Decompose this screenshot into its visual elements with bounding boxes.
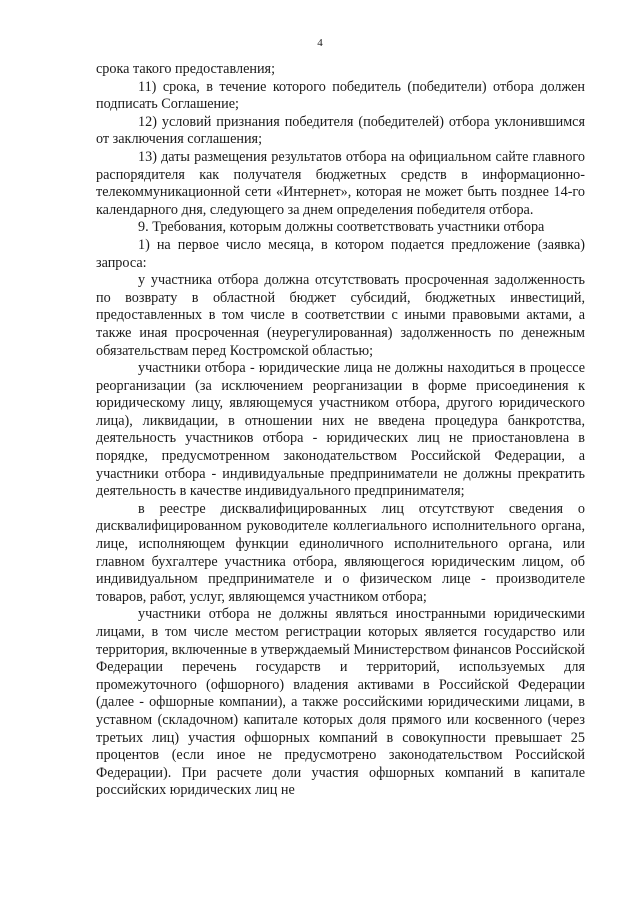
paragraph-offshore: участники отбора не должны являться иностранными юридическими лицами, в том числе местом регистрации которых является государство или территория, включенные в утверждаемый Министерством финансов Российской Федерации перечень государств и территорий, используемых для промежуточного (офшорного) владения активами в Российской Федерации (далее - офшорные компании), а также российскими юридическими лицами, в уставном (складочном) капитале которых доля прямого или косвенного (через третьих лиц) участия офшорных компаний в совокупности превышает 25 процентов (если иное не предусмотрено законодательством Российской Федерации). При расчете доли участия офшорных компаний в капитале российских юридических лиц не [96, 606, 585, 799]
section-heading-9: 9. Требования, которым должны соответствовать участники отбора [138, 219, 545, 236]
paragraph-no-reorganization: участники отбора - юридические лица не должны находиться в процессе реорганизации (за исключением реорганизации в форме присоединения к юридическому лицу, являющемуся участником отбора, другого юридического лица), ликвидации, в отношении них не введена процедура банкротства, деятельность участников отбора - юридических лиц не приостановлена в порядке, предусмотренном законодательством Российской Федерации, а участники отбора - индивидуальные предприниматели не должны прекратить деятельность в качестве индивидуального предпринимателя; [96, 360, 585, 500]
paragraph-requirement-1: 1) на первое число месяца, в котором подается предложение (заявка) запроса: [96, 236, 585, 271]
paragraph-item-12: 12) условий признания победителя (победителей) отбора уклонившимся от заключения соглашения; [96, 113, 585, 148]
paragraph-disqualified-registry: в реестре дисквалифицированных лиц отсутствуют сведения о дисквалифицированном руководителе коллегиального исполнительного органа, лице, исполняющем функции единоличного исполнительного органа, или главном бухгалтере участника отбора, являющегося юридическим лицом, об индивидуальном предпринимателе и о физическом лице - производителе товаров, работ, услуг, являющемся участником отбора; [96, 500, 585, 605]
document-body [96, 61, 585, 800]
paragraph-continuation: срока такого предоставления; [96, 61, 276, 77]
paragraph-no-debt: у участника отбора должна отсутствовать просроченная задолженность по возврату в областной бюджет субсидий, бюджетных инвестиций, предоставленных в том числе в соответствии с иными правовыми актами, а также иная просроченная (неурегулированная) задолженность по денежным обязательствам перед Костромской областью; [96, 272, 585, 359]
paragraph-item-13: 13) даты размещения результатов отбора на официальном сайте главного распорядителя как получателя бюджетных средств в информационно-телекоммуникационной сети «Интернет», которая не может быть позднее 14-го календарного дня, следующего за днем определения победителя отбора. [96, 148, 585, 218]
page-number: 4 [317, 37, 323, 49]
paragraph-item-11: 11) срока, в течение которого победитель (победители) отбора должен подписать Соглашение; [96, 78, 585, 113]
